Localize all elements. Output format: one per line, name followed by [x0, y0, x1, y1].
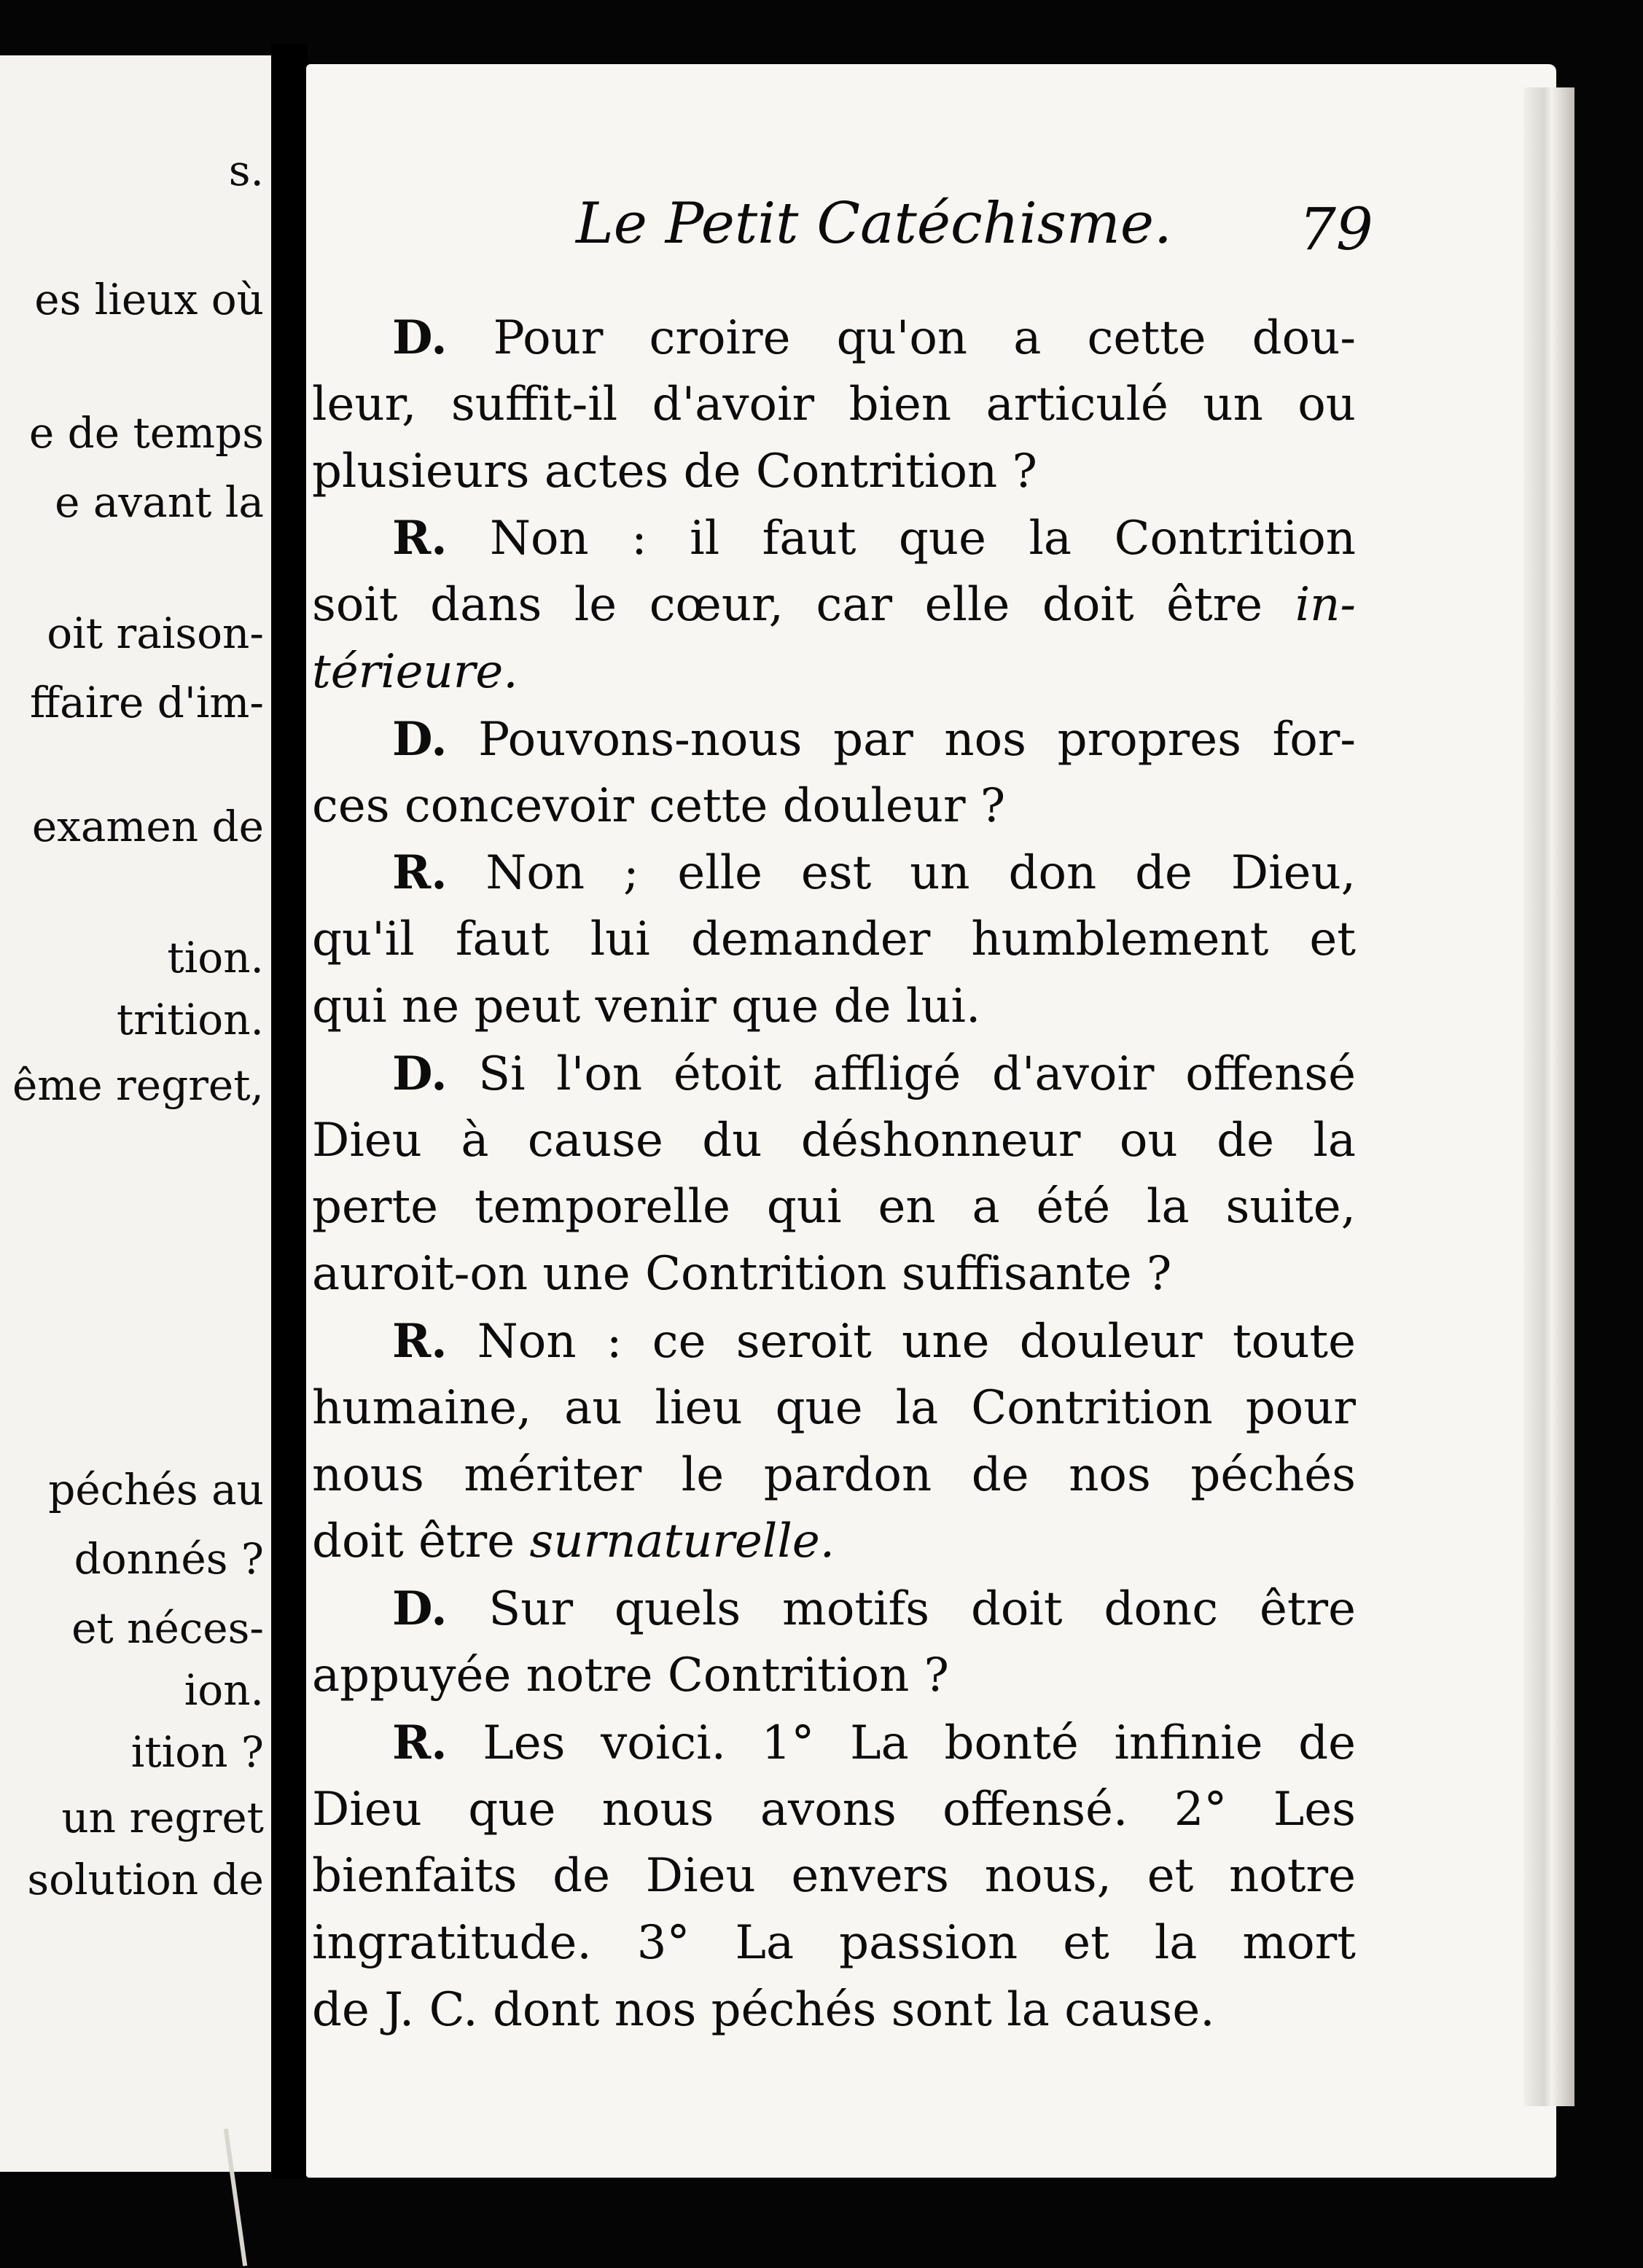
left-page-fragment: donnés ? — [74, 1534, 264, 1584]
text-line — [312, 1977, 1356, 2044]
running-header: Le Petit Catéchisme. — [576, 191, 1172, 257]
text-line — [312, 840, 1356, 907]
line-text: bienfaits de Dieu envers nous, et notre — [312, 1849, 1356, 1904]
text-line — [312, 1843, 1356, 1910]
left-page-fragment: ition ? — [130, 1727, 264, 1777]
italic-text: térieure. — [312, 644, 518, 699]
line-text: doit être — [312, 1514, 530, 1569]
qa-label: D. — [392, 1581, 448, 1637]
line-text: Les voici. 1° La bonté infinie de — [483, 1716, 1356, 1770]
left-page-fragment: un regret — [61, 1793, 264, 1842]
qa-label: D. — [392, 1046, 448, 1101]
line-text: Pour croire qu'on a cette dou- — [493, 311, 1357, 365]
text-line — [312, 505, 1356, 572]
qa-label: R. — [392, 1313, 448, 1369]
text-line — [312, 1108, 1356, 1175]
left-page-fragment: et néces- — [71, 1603, 264, 1653]
text-line — [312, 305, 1356, 372]
text-line — [312, 1509, 1356, 1576]
text-line — [312, 1375, 1356, 1442]
line-text: soit dans le cœur, car elle doit être — [312, 578, 1295, 633]
text-line — [312, 1308, 1356, 1375]
left-page-fragment: examen de — [31, 802, 264, 851]
left-page-fragment: trition. — [116, 995, 264, 1044]
qa-label: D. — [392, 310, 448, 365]
left-page-fragment: tion. — [167, 933, 264, 982]
text-line — [312, 1241, 1356, 1308]
text-line — [312, 1710, 1356, 1777]
left-page-fragment: s. — [228, 146, 264, 195]
left-page-fragment: péchés au — [48, 1465, 264, 1514]
book-gutter — [271, 44, 308, 2179]
qa-label: R. — [392, 845, 448, 901]
line-text: auroit-on une Contrition suffisante ? — [312, 1247, 1172, 1302]
page-edge — [1523, 87, 1574, 2106]
line-text: Non ; elle est un don de Dieu, — [485, 846, 1356, 901]
qa-label: D. — [392, 711, 448, 767]
text-line — [312, 706, 1356, 773]
text-line — [312, 1643, 1356, 1710]
text-line — [312, 1576, 1356, 1643]
line-text: Non : il faut que la Contrition — [489, 512, 1357, 566]
left-page-fragment: e avant la — [55, 477, 264, 527]
line-text: qu'il faut lui demander humblement et — [312, 912, 1356, 967]
text-line — [312, 1174, 1356, 1241]
left-page-fragment: oit raison- — [47, 609, 264, 658]
text-line — [312, 974, 1356, 1041]
left-page-fragment: ffaire d'im- — [29, 678, 264, 727]
line-text: Non : ce seroit une douleur toute — [477, 1314, 1357, 1369]
left-page-fragment: ion. — [184, 1665, 264, 1715]
qa-label: R. — [392, 511, 448, 566]
line-text: de J. C. dont nos péchés sont la cause. — [312, 1982, 1215, 2037]
left-page — [0, 55, 271, 2172]
text-line — [312, 439, 1356, 506]
text-line — [312, 1442, 1356, 1509]
text-line — [312, 907, 1356, 974]
line-text: ingratitude. 3° La passion et la mort — [312, 1916, 1356, 1971]
qa-label: R. — [392, 1715, 448, 1770]
line-text: Sur quels motifs doit donc être — [488, 1582, 1357, 1637]
line-text: Si l'on étoit affligé d'avoir offensé — [478, 1047, 1357, 1101]
left-page-fragment: ême regret, — [12, 1060, 264, 1110]
line-text: ces concevoir cette douleur ? — [312, 778, 1006, 833]
line-text: qui ne peut venir que de lui. — [312, 979, 981, 1033]
line-text: perte temporelle qui en a été la suite, — [312, 1180, 1356, 1235]
text-line — [312, 1041, 1356, 1108]
line-text: Dieu que nous avons offensé. 2° Les — [312, 1782, 1356, 1837]
left-page-fragment: e de temps — [28, 408, 264, 458]
italic-text: in- — [1295, 578, 1356, 633]
line-text: appuyée notre Contrition ? — [312, 1648, 949, 1702]
text-line — [312, 1910, 1356, 1977]
line-text: humaine, au lieu que la Contrition pour — [312, 1380, 1356, 1435]
line-text: Pouvons-nous par nos propres for- — [478, 712, 1356, 767]
left-page-fragment: es lieux où — [34, 275, 264, 324]
text-line — [312, 1777, 1356, 1844]
line-text: plusieurs actes de Contrition ? — [312, 444, 1037, 498]
italic-text: surnaturelle. — [529, 1514, 835, 1569]
left-page-fragment: solution de — [27, 1855, 264, 1904]
text-line — [312, 372, 1356, 439]
line-text: nous mériter le pardon de nos péchés — [312, 1447, 1356, 1502]
page-number: 79 — [1299, 195, 1373, 263]
text-line — [312, 773, 1356, 840]
text-line — [312, 572, 1356, 639]
catechism-text — [312, 305, 1356, 2044]
line-text: leur, suffit-il d'avoir bien articulé un ou — [312, 377, 1356, 431]
line-text: Dieu à cause du déshonneur ou de la — [312, 1113, 1356, 1168]
text-line — [312, 639, 1356, 706]
